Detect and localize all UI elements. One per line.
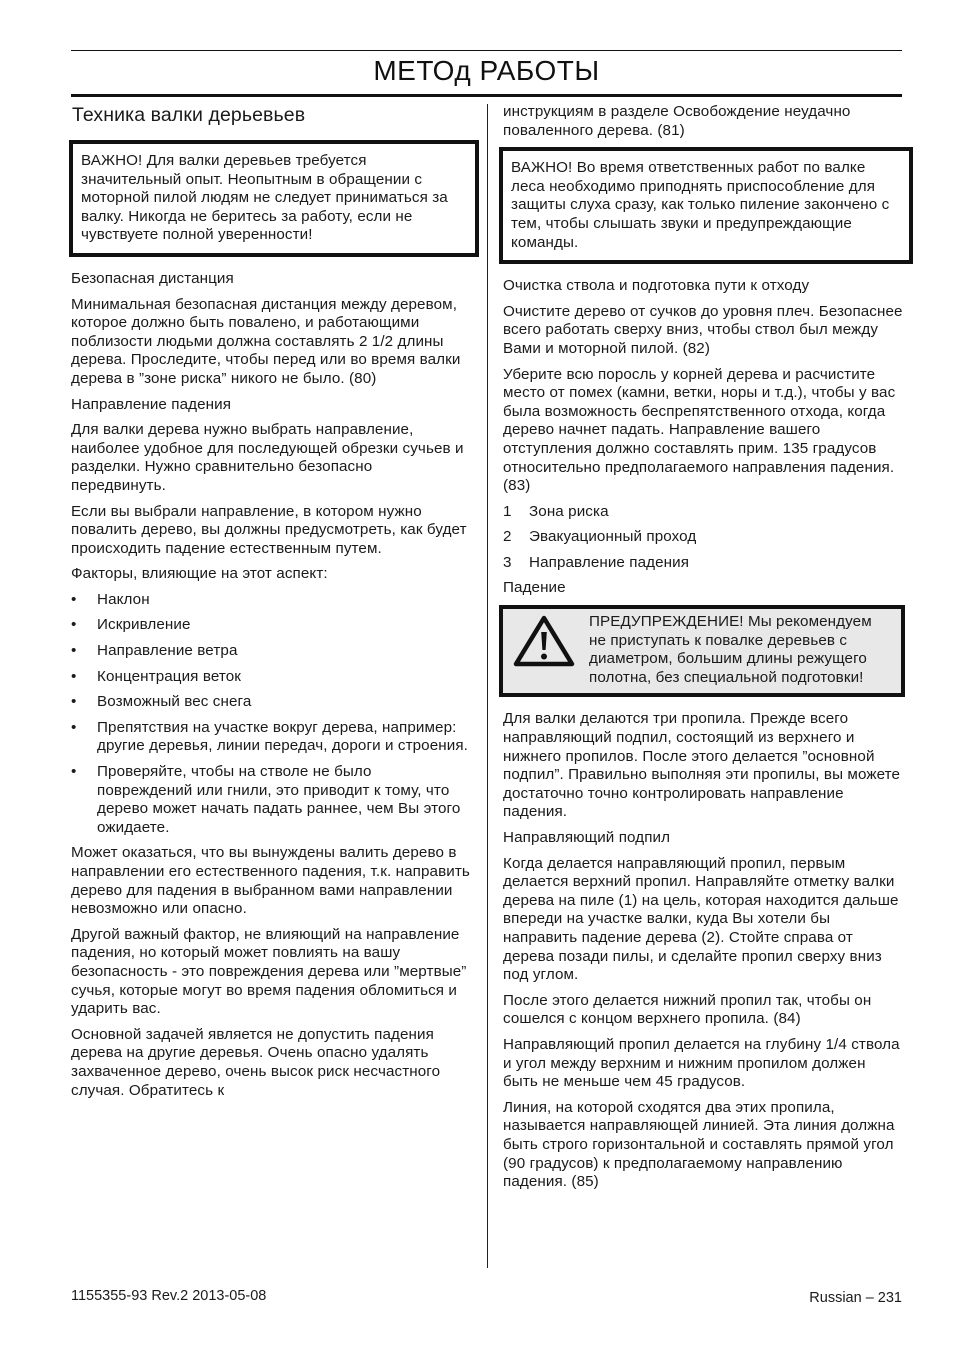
bullet-icon: • — [71, 667, 77, 685]
important-box — [69, 140, 479, 257]
bullet-icon: • — [71, 616, 77, 634]
list-item: • Концентрация веток — [71, 667, 242, 685]
guide-cut-text-1: Когда делается направляющий пропил, первым делается верхний пропил. Направляйте отметку валки дерева на пиле (1) на цель, которая находится дальше впереди на участке валки, куда Вы хотели бы направить падение дерева (2). Стойте справа от дерева позади пилы, и сделайте пропил сверху вниз под углом. — [503, 854, 899, 984]
footer-doc-id: 1155355-93 Rev.2 2013-05-08 — [71, 1288, 267, 1304]
list-item: 1 Зона риска — [503, 502, 609, 520]
bullet-icon: • — [71, 693, 77, 711]
fall-direction-text-2: Если вы выбрали направление, в котором нужно повалить дерево, вы должны предусмотреть, как будет происходить падение естественным путем. — [71, 502, 467, 557]
bullet-icon: • — [71, 763, 77, 781]
bullet-icon: • — [71, 718, 77, 736]
clearing-text-1: Очистите дерево от сучков до уровня плеч. Безопаснее всего работать сверху вниз, чтобы ствол был между Вами и моторной пилой. (82) — [503, 302, 903, 357]
list-item: 3 Направление падения — [503, 553, 690, 571]
important-text: ВАЖНО! Для валки деревьев требуется значительный опыт. Неопытным в обращении с моторной пилой людям не следует приниматься за валку. Никогда не беритесь за работу, если не чувствуете полной уверенности! — [81, 152, 448, 244]
para-forced: Может оказаться, что вы вынуждены валить дерево в направлении его естественного падения, т.к. направить дерево для падения в выбранном вами направлении невозможно или опасно. — [71, 844, 470, 918]
list-item: • Искривление — [71, 616, 191, 634]
list-item: • Препятствия на участке вокруг дерева, например: другие деревья, линии передач, дороги и строения. — [71, 718, 468, 755]
fall-direction-text-1: Для валки дерева нужно выбрать направление, наиболее удобное для последующей обрезки сучьев и разделки. Нужно сравнительно безопасно передвинуть. — [71, 421, 464, 494]
guide-cut-heading: Направляющий подпил — [503, 829, 671, 846]
bullet-icon: • — [71, 590, 77, 608]
warning-text: ПРЕДУПРЕЖДЕНИЕ! Мы рекомендуем не приступать к повалке деревьев с диаметром, большим длины режущего полотна, без специальной подготовки! — [589, 613, 872, 686]
guide-cut-text-3: Направляющий пропил делается на глубину 1/4 ствола и угол между верхним и нижним пропилом должен быть не меньше чем 45 градусов. — [503, 1035, 900, 1091]
section-title: Техника валки дерьевьев — [72, 104, 306, 126]
header-top-rule — [71, 50, 902, 51]
list-item: 2 Эвакуационный проход — [503, 528, 697, 546]
header-bottom-rule — [71, 94, 902, 97]
para-main-task: Основной задачей является не допустить падения дерева на другие деревья. Очень опасно удалять захваченное дерево, очень высок риск несчастного случая. Обратитесь к — [71, 1025, 441, 1099]
list-item: • Возможный вес снега — [71, 693, 252, 711]
cuts-text: Для валки делаются три пропила. Прежде всего направляющий подпил, состоящий из верхнего и нижнего пропилов. После этого делается ”основной подпил”. Правильно выполняя эти пропилы, вы можете достаточно точно контролировать направление падения. — [503, 710, 901, 821]
warning-triangle-icon — [513, 615, 575, 667]
right-column — [503, 103, 903, 1199]
important-text: ВАЖНО! Во время ответственных работ по валке леса необходимо приподнять приспособление для защиты слуха сразу, как только пиление закончено с тем, чтобы слышать звуки и предупреждающие команды. — [511, 159, 890, 251]
factors-list — [71, 591, 471, 838]
page-title: МЕТОд РАБОТЫ — [373, 55, 600, 86]
column-divider — [487, 104, 488, 1268]
left-column — [71, 100, 471, 1107]
para-other-factor: Другой важный фактор, не влияющий на направление падения, но который может повлиять на вашу безопасность - это повреждения дерева или ”мертвые” сучья, которые могут во время падения обломиться и ударить вас. — [71, 925, 467, 1018]
guide-cut-text-4: Линия, на которой сходятся два этих пропила, называется направляющей линией. Эта линия должна быть строго горизонтальной и составлять прямой угол (90 градусов) к предполагаемому направлению падения. (85) — [503, 1098, 895, 1191]
list-item: • Наклон — [71, 590, 150, 608]
factors-intro: Факторы, влияющие на этот аспект: — [71, 565, 328, 583]
clearing-heading: Очистка ствола и подготовка пути к отходу — [503, 277, 810, 295]
numbered-list — [503, 503, 903, 573]
list-item: • Направление ветра — [71, 642, 238, 660]
continuation-text: инструкциям в разделе Освобождение неудачно поваленного дерева. (81) — [503, 103, 851, 139]
footer-page-label: Russian – 231 — [809, 1290, 902, 1306]
bullet-icon: • — [71, 642, 77, 660]
clearing-text-2: Уберите всю поросль у корней дерева и расчистите место от помех (камни, ветки, норы и т.д.), чтобы у вас была возможность беспрепятственного отхода, когда дерево начнет падать. Направление вашего отступления должно составлять прим. 135 градусов относительно предполагаемого направления падения. (83) — [503, 365, 896, 495]
safe-distance-text: Минимальная безопасная дистанция между деревом, которое должно быть повалено, и работающими поблизости людьми должна составлять 2 1/2 длины дерева. Проследите, чтобы перед или во время валки дерева в ”зоне риска” никого не было. (80) — [71, 295, 461, 387]
important-box — [499, 147, 913, 264]
fall-direction-heading: Направление падения — [71, 395, 232, 413]
warning-box — [499, 605, 905, 697]
falling-heading: Падение — [503, 579, 566, 597]
guide-cut-text-2: После этого делается нижний пропил так, чтобы он сошелся с концом верхнего пропила. (84) — [503, 991, 872, 1028]
safe-distance-heading: Безопасная дистанция — [71, 269, 234, 287]
list-item: • Проверяйте, чтобы на стволе не было повреждений или гнили, это приводит к тому, что дерево может начать падать раннее, чем Вы этого ожидаете. — [71, 763, 461, 836]
